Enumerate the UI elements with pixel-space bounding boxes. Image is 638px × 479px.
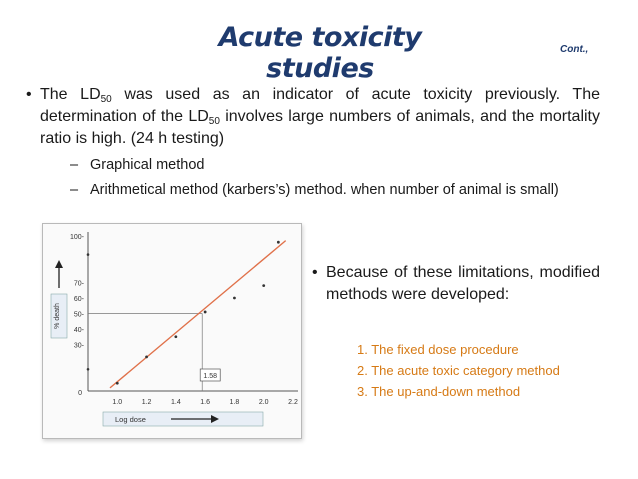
main-bullet xyxy=(26,84,600,150)
dash-marker: – xyxy=(70,157,79,173)
sub-item-label: Arithmetical method (karbers’s) method. when number of animal is small) xyxy=(90,182,559,198)
main-bullet-text-3: involves large numbers of animals, and the mortality ratio is high. (24 h testing) xyxy=(40,108,600,147)
x-tick-label: 1.0 xyxy=(112,399,123,406)
sub-item-label: Graphical method xyxy=(90,157,205,173)
axis-data-point xyxy=(87,253,90,256)
ylabel-arrow-head xyxy=(55,260,63,268)
x-tick-label: 1.4 xyxy=(170,399,181,406)
data-point xyxy=(145,356,148,359)
ld50-graph xyxy=(42,223,302,439)
data-point xyxy=(174,335,177,338)
ld50-chart-svg xyxy=(43,224,301,438)
y-axis-label: % death xyxy=(54,303,61,329)
bullet-dot: • xyxy=(312,264,318,281)
data-point xyxy=(233,297,236,300)
data-point xyxy=(262,284,265,287)
y-tick-label: 60- xyxy=(73,296,84,303)
sub-item-graphical xyxy=(70,156,600,175)
method-fixed-dose: 1. The fixed dose procedure xyxy=(357,342,519,357)
dash-marker: – xyxy=(70,182,79,198)
data-point xyxy=(116,382,119,385)
main-bullet-text-1: The LD xyxy=(40,86,101,103)
y-tick-label: 100- xyxy=(69,234,84,241)
y-tick-label: 30- xyxy=(73,342,84,350)
method-acute-toxic-class: 2. The acute toxic category method xyxy=(357,363,560,378)
x-tick-label: 2.2 xyxy=(288,399,298,406)
y-tick-label: 50- xyxy=(73,311,84,319)
right-bullet-text: Because of these limitations, modified methods were developed: xyxy=(326,264,600,303)
y-tick-label: 70- xyxy=(73,280,84,288)
x-tick-label: 1.2 xyxy=(141,399,152,406)
x-tick-label: 1.6 xyxy=(200,399,211,406)
ld50-annotation-label: 1.58 xyxy=(203,373,218,380)
right-bullet xyxy=(312,262,600,306)
ld-subscript-1: 50 xyxy=(100,94,112,105)
data-point xyxy=(204,311,207,314)
y-tick-label: 40- xyxy=(73,327,84,334)
sub-item-arithmetical xyxy=(70,181,600,200)
continued-label: Cont., xyxy=(560,44,589,55)
slide-title: Acute toxicity studies xyxy=(218,22,422,84)
sub-bullet-list xyxy=(70,156,600,206)
x-tick-label: 2.0 xyxy=(258,399,269,406)
x-axis-label: Log dose xyxy=(115,415,146,424)
x-tick-label: 1.8 xyxy=(229,399,240,406)
regression-line xyxy=(110,241,286,388)
ld-subscript-2: 50 xyxy=(208,116,220,127)
method-list xyxy=(357,339,560,402)
bullet-dot: • xyxy=(26,86,32,103)
data-point xyxy=(277,241,280,244)
origin-label: 0 xyxy=(78,390,82,397)
method-up-and-down: 3. The up-and-down method xyxy=(357,384,521,399)
axis-data-point xyxy=(87,368,90,371)
main-bullet-text-2: was used as an indicator of acute toxicity previously. The determination of the LD xyxy=(40,86,600,125)
